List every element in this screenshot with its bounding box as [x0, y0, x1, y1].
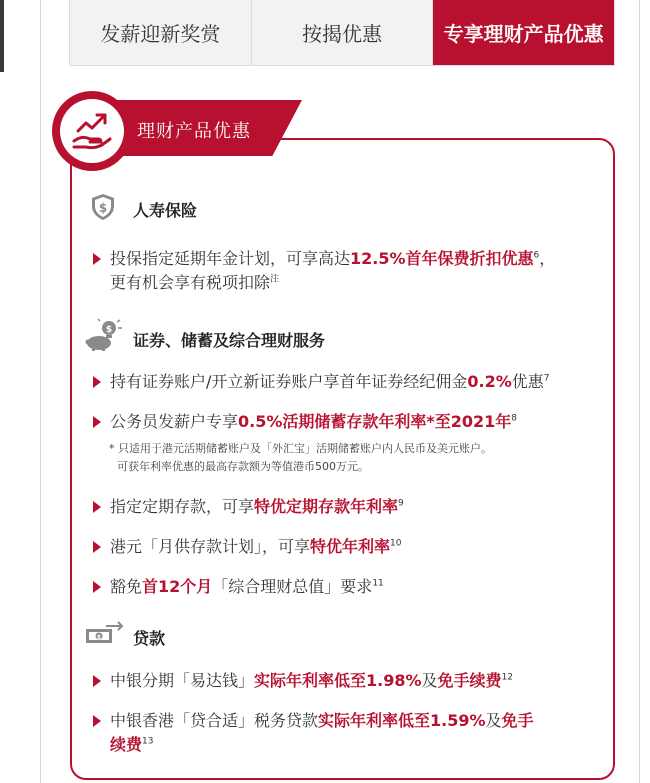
section-title-insurance: 人寿保险: [133, 201, 198, 220]
item-text: ，: [539, 249, 556, 268]
list-item: [93, 370, 603, 394]
item-text: 「综合理财总值」要求: [212, 577, 373, 596]
item-text: 投保指定延期年金计划，可享高达: [110, 249, 351, 268]
footnote-ref: 12: [501, 672, 514, 683]
list-item: [93, 410, 603, 434]
item-text: 及: [485, 711, 502, 730]
bullet-arrow-icon: [93, 715, 101, 727]
item-highlight: 续费: [110, 735, 143, 754]
section-title-loans: 贷款: [133, 629, 166, 648]
svg-text:$: $: [98, 201, 108, 215]
cash-transfer-icon: [84, 620, 126, 646]
right-border-line: [639, 0, 640, 783]
svg-text:$: $: [105, 325, 113, 335]
item-text: 更有机会享有税项扣除: [110, 273, 271, 292]
item-highlight: 12.5%首年保费折扣优惠: [350, 249, 534, 268]
item-highlight: 首12个月: [142, 577, 213, 596]
note-line: 可获年利率优惠的最高存款额为等值港币500万元。: [117, 460, 369, 473]
hand-growth-chart-icon: [70, 111, 114, 151]
item-text: 中银分期「易达钱」: [110, 671, 255, 690]
bullet-arrow-icon: [93, 581, 101, 593]
list-item: [93, 709, 603, 757]
item-highlight: 实际年利率低至1.59%: [318, 711, 486, 730]
footnote-ref: 11: [372, 578, 384, 589]
item-text: 港元「月供存款计划」，可享: [110, 537, 311, 556]
bullet-arrow-icon: [93, 541, 101, 553]
piggy-bank-lightbulb-icon: [84, 318, 124, 352]
bullet-arrow-icon: [93, 253, 101, 265]
footnote-ref: 10: [390, 538, 402, 549]
note-line: * 只适用于港元活期储蓄账户及「外汇宝」活期储蓄账户内人民币及美元账户。: [109, 442, 492, 455]
item-text: 中银香港「贷合适」税务贷款: [110, 711, 319, 730]
shield-dollar-icon: [90, 193, 116, 221]
left-edge-mark: [0, 0, 4, 72]
item-highlight: 免手续费: [437, 671, 502, 690]
list-item: [93, 247, 603, 295]
list-item: [93, 535, 603, 559]
list-item: [93, 495, 603, 519]
item-highlight: 实际年利率低至1.98%: [254, 671, 422, 690]
bullet-arrow-icon: [93, 501, 101, 513]
footnote-ref: 7: [543, 373, 550, 384]
footnote-ref: 9: [398, 498, 404, 509]
item-text: 及: [421, 671, 438, 690]
footnote-note: [109, 440, 609, 476]
item-text: 持有证券账户/开立新证券账户享首年证券经纪佣金: [110, 372, 468, 391]
section-title-securities: 证券、储蓄及综合理财服务: [133, 331, 326, 350]
footnote-ref: 6: [533, 250, 540, 261]
tab-wealth-products[interactable]: 专享理财产品优惠: [433, 0, 614, 65]
bullet-arrow-icon: [93, 376, 101, 388]
footnote-ref: 13: [142, 736, 154, 747]
item-highlight: 免手: [501, 711, 534, 730]
list-item: [93, 669, 603, 693]
item-text: 指定定期存款，可享: [110, 497, 255, 516]
item-highlight: 0.5%活期储蓄存款年利率*至2021年: [238, 412, 512, 431]
bullet-arrow-icon: [93, 675, 101, 687]
item-text: 公务员发薪户专享: [110, 412, 239, 431]
left-border-line: [40, 0, 41, 783]
banner-badge: [52, 91, 132, 171]
item-text: 豁免: [110, 577, 143, 596]
item-highlight: 0.2%: [467, 372, 512, 391]
footnote-ref: 注: [270, 274, 280, 285]
banner-title: 理财产品优惠: [137, 121, 251, 142]
svg-text:$: $: [96, 634, 102, 641]
item-highlight: 特优年利率: [310, 537, 391, 556]
item-highlight: 特优定期存款年利率: [254, 497, 399, 516]
footnote-ref: 8: [511, 413, 518, 424]
item-text: 优惠: [511, 372, 544, 391]
tab-mortgage-offers[interactable]: 按揭优惠: [252, 0, 434, 65]
tab-bar: [69, 0, 615, 66]
list-item: [93, 575, 603, 599]
tab-salary-rewards[interactable]: 发薪迎新奖赏: [70, 0, 252, 65]
bullet-arrow-icon: [93, 416, 101, 428]
